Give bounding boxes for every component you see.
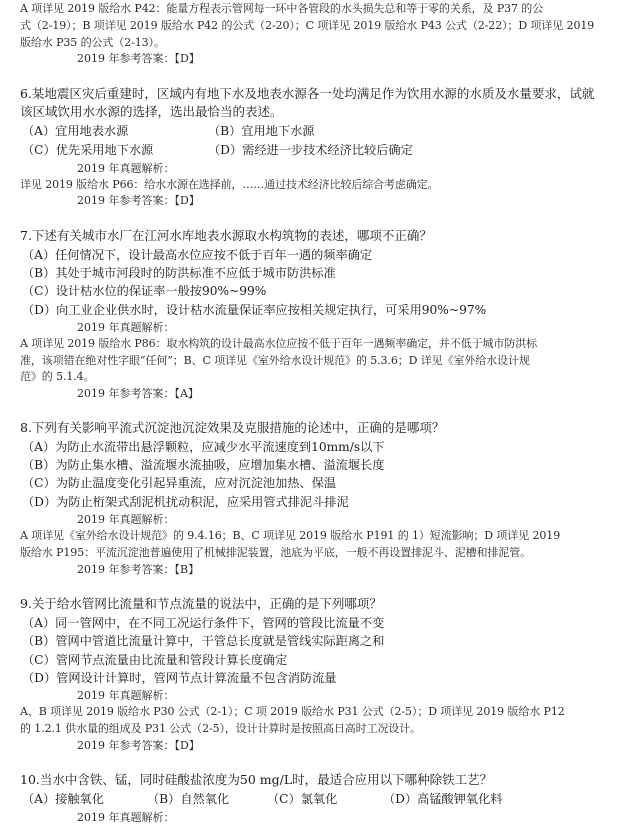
option-a: （A）任何情况下，设计最高水位应按不低于百年一遇的频率确定 [22, 248, 373, 262]
option-c: （C）优先采用地下水源 [22, 143, 154, 157]
analysis-label: 2019 年真题解析： [77, 689, 175, 702]
option-a: （A）宜用地表水源 [22, 124, 129, 138]
explanation-line: A 项详见《室外给水设计规范》的 9.4.16；B、C 项详见 2019 版给水 P191 的 1）短流影响；D 项详见 2019 [20, 529, 561, 542]
option-d: （D）管网设计计算时，管网节点计算流量不包含消防流量 [22, 671, 337, 685]
explanation-line: 式（2-19）；B 项详见 2019 版给水 P42 的公式（2-20）；C 项详见 2019 版给水 P43 公式（2-22）；D 项详见 2019 [20, 19, 595, 32]
option-c: （C）为防止温度变化引起异重流，应对沉淀池加热、保温 [22, 476, 337, 490]
reference-answer: 2019 年参考答案：【B】 [77, 563, 200, 576]
explanation-line: 详见 2019 版给水 P66：给水水源在选择前，……通过技术经济比较后综合考虑确定。 [20, 178, 439, 191]
explanation-line: 的 1.2.1 供水量的组成及 P31 公式（2-5），设计计算时是按照高日高时工况设计。 [20, 722, 422, 735]
question-stem: 10.当水中含铁、锰，同时硅酸盐浓度为50 mg/L时，最适合应用以下哪种除铁工艺？ [20, 772, 493, 787]
explanation-line: 准，该项错在绝对性字眼“任何”；B、C 项详见《室外给水设计规范》的 5.3.6；D 详见《室外给水设计规 [20, 354, 530, 367]
question-stem: 该区域饮用水水源的选择，选出最恰当的表述。 [20, 104, 283, 119]
explanation-line: A 项详见 2019 版给水 P42：能量方程表示管网每一环中各管段的水头损失总和等于零的关系，及 P37 的公 [20, 2, 544, 15]
option-d: （D）向工业企业供水时，设计枯水流量保证率应按相关规定执行，可采用90%~97% [22, 303, 487, 317]
question-stem: 7.下述有关城市水厂在江河水库地表水源取水构筑物的表述，哪项不正确？ [20, 228, 432, 243]
option-b: （B）为防止集水槽、溢流堰水流抽吸，应增加集水槽、溢流堰长度 [22, 458, 385, 472]
analysis-label: 2019 年真题解析： [77, 811, 175, 824]
option-d: （D）需经进一步技术经济比较后确定 [208, 143, 413, 157]
analysis-label: 2019 年真题解析： [77, 162, 175, 175]
reference-answer: 2019 年参考答案：【D】 [77, 52, 200, 65]
reference-answer: 2019 年参考答案：【A】 [77, 387, 199, 400]
analysis-label: 2019 年真题解析： [77, 513, 175, 526]
option-d: （D）高锰酸钾氧化料 [383, 792, 503, 806]
option-a: （A）为防止水流带出悬浮颗粒，应减少水平流速度到10mm/s以下 [22, 440, 385, 454]
option-c: （C）设计枯水位的保证率一般按90%~99% [22, 284, 267, 298]
option-a: （A）接触氧化 [22, 792, 104, 806]
explanation-line: A 项详见 2019 版给水 P86：取水构筑的设计最高水位应按不低于百年一遇频率确定，并不低于城市防洪标 [20, 337, 538, 350]
analysis-label: 2019 年真题解析： [77, 321, 175, 334]
option-b: （B）宜用地下水源 [208, 124, 315, 138]
explanation-line: 版给水 P35 的公式（2-13）。 [20, 36, 165, 49]
question-stem: 6.某地震区灾后重建时，区域内有地下水及地表水源各一处均满足作为饮用水源的水质及水量要求，试就 [20, 86, 595, 101]
option-d: （D）为防止桁架式刮泥机扰动积泥，应采用管式排泥斗排泥 [22, 495, 349, 509]
explanation-line: 版给水 P195：平流沉淀池普遍使用了机械排泥装置，池底为平底，一般不再设置排泥斗、泥槽和排泥管。 [20, 546, 531, 559]
explanation-line: 范》的 5.1.4。 [20, 370, 95, 383]
option-b: （B）其处于城市河段时的防洪标准不应低于城市防洪标准 [22, 266, 336, 280]
option-c: （C）氯氧化 [267, 792, 338, 806]
option-b: （B）管网中管道比流量计算中，干管总长度就是管线实际距离之和 [22, 634, 385, 648]
option-c: （C）管网节点流量由比流量和管段计算长度确定 [22, 653, 288, 667]
explanation-line: A、B 项详见 2019 版给水 P30 公式（2-1）；C 项 2019 版给水 P31 公式（2-5）；D 项详见 2019 版给水 P12 [20, 705, 565, 718]
option-b: （B）自然氧化 [147, 792, 230, 806]
question-stem: 8.下列有关影响平流式沉淀池沉淀效果及克服措施的论述中，正确的是哪项？ [20, 420, 445, 435]
reference-answer: 2019 年参考答案：【D】 [77, 194, 200, 207]
option-a: （A）同一管网中，在不同工况运行条件下，管网的管段比流量不变 [22, 616, 385, 630]
reference-answer: 2019 年参考答案：【D】 [77, 739, 200, 752]
question-stem: 9.关于给水管网比流量和节点流量的说法中，正确的是下列哪项？ [20, 596, 382, 611]
